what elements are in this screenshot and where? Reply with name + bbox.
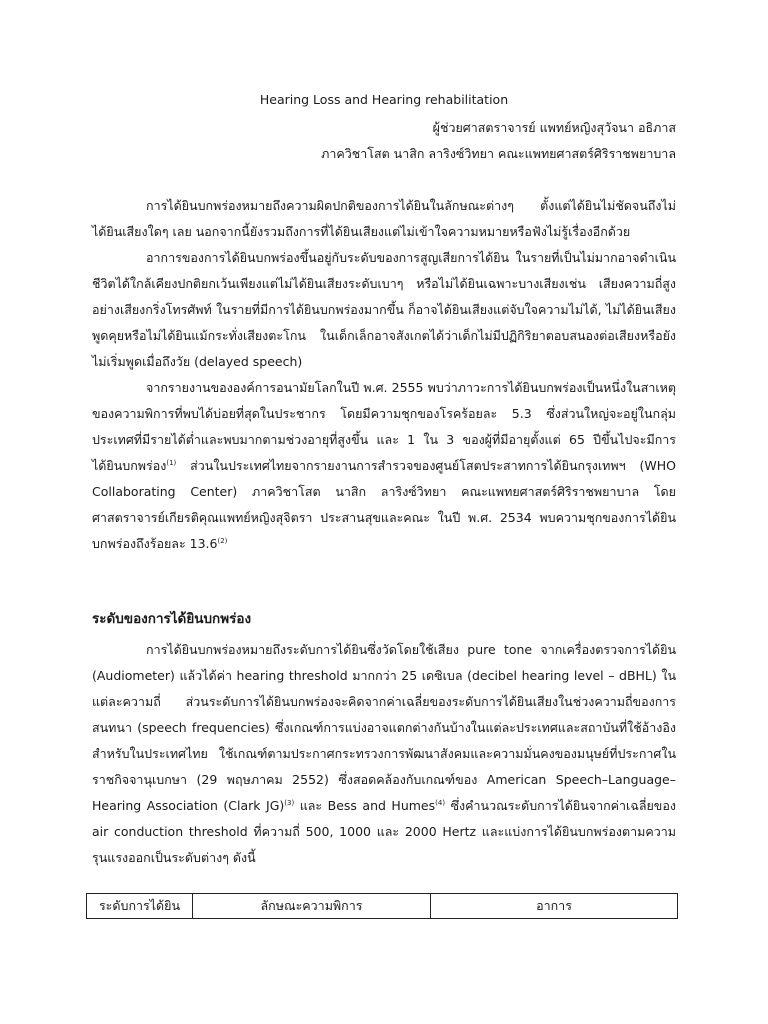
levels-text-b: และ Bess and Humes: [294, 798, 436, 813]
reference-3: (3): [284, 798, 295, 807]
paragraph-prevalence: [92, 375, 676, 557]
levels-text-c: ซึ่งคำนวณระดับการได้ยินจากค่าเฉลี่ยของ air conduction threshold ที่ความถี่ 500, 1000 และ 2000 Hertz และแบ่งการได้ยินบกพร่องตามความรุนแรงออกเป็นระดับต่างๆ ดังนี้: [92, 798, 676, 865]
prevalence-text-a: จากรายงานขององค์การอนามัยโลกในปี พ.ศ. 2555 พบว่าภาวะการได้ยินบกพร่องเป็นหนึ่งในสาเหตุของความพิการที่พบได้บ่อยที่สุดในประชากร โดยมีความชุกของโรคร้อยละ 5.3 ซึ่งส่วนใหญ่จะอยู่ในกลุ่มประเทศที่มีรายได้ต่ำและพบมากตามช่วงอายุที่สูงขึ้น และ 1 ใน 3 ของผู้ที่มีอายุตั้งแต่ 65 ปีขึ้นไปจะมีการได้ยินบกพร่อง: [92, 380, 676, 473]
prevalence-text-b: ส่วนในประเทศไทยจากรายงานการสำรวจของศูนย์โสตประสาทการได้ยินกรุงเทพฯ (WHO Collaborating Center) ภาควิชาโสต นาสิก ลาริงซ์วิทยา คณะแพทยศาสตร์ศิริราชพยาบาล โดยศาสตราจารย์เกียรติคุณแพทย์หญิงสุจิตรา ประสานสุขและคณะ ในปี พ.ศ. 2534 พบความชุกของการได้ยินบกพร่องถึงร้อยละ 13.6: [92, 458, 676, 551]
table-header-symptoms: อาการ: [431, 894, 678, 919]
paragraph-definition: การได้ยินบกพร่องหมายถึงความผิดปกติของการได้ยินในลักษณะต่างๆ ตั้งแต่ได้ยินไม่ชัดจนถึงไม่ได้ยินเสียงใดๆ เลย นอกจากนี้ยังรวมถึงการที่ได้ยินเสียงแต่ไม่เข้าใจความหมายหรือฟังไม่รู้เรื่องอีกด้วย: [92, 198, 676, 239]
hearing-levels-table: [86, 893, 678, 919]
levels-text-a: การได้ยินบกพร่องหมายถึงระดับการได้ยินซึ่งวัดโดยใช้เสียง pure tone จากเครื่องตรวจการได้ยิน (Audiometer) แล้วได้ค่า hearing threshold มากกว่า 25 เดซิเบล (decibel hearing level – dBHL) ในแต่ละความถี่ ส่วนระดับการได้ยินบกพร่องจะคิดจากค่าเฉลี่ยของระดับการได้ยินเสียงในช่วงความถี่ของการสนทนา (speech frequencies) ซึ่งเกณฑ์การแบ่งอาจแตกต่างกันบ้างในแต่ละประเทศและสถาบันที่ใช้อ้างอิง สำหรับในประเทศไทย ใช้เกณฑ์ตามประกาศกระทรวงการพัฒนาสังคมและความมั่นคงของมนุษย์ที่ประกาศในราชกิจจานุเบกษา (29 พฤษภาคม 2552) ซึ่งสอดคล้องกับเกณฑ์ของ American Speech–Language–Hearing Association (Clark JG): [92, 642, 676, 813]
reference-4: (4): [435, 798, 446, 807]
author-line: ผู้ช่วยศาสตราจารย์ แพทย์หญิงสุวัจนา อธิภาส: [432, 120, 676, 135]
paragraph-symptoms: อาการของการได้ยินบกพร่องขึ้นอยู่กับระดับของการสูญเสียการได้ยิน ในรายที่เป็นไม่มากอาจดำเนินชีวิตได้ใกล้เคียงปกติยกเว้นเพียงแต่ไม่ได้ยินเสียงระดับเบาๆ หรือไม่ได้ยินเฉพาะบางเสียงเช่น เสียงความถี่สูงอย่างเสียงกริ่งโทรศัพท์ ในรายที่มีการได้ยินบกพร่องมากขึ้น ก็อาจได้ยินเสียงแต่จับใจความไม่ได้, ไม่ได้ยินเสียงพูดคุยหรือไม่ได้ยินแม้กระทั่งเสียงตะโกน ในเด็กเล็กอาจสังเกตได้ว่าเด็กไม่มีปฏิกิริยาตอบสนองต่อเสียงหรือยังไม่เริ่มพูดเมื่อถึงวัย (delayed speech): [92, 250, 676, 369]
table-header-level: ระดับการได้ยิน: [87, 894, 193, 919]
reference-2: (2): [217, 536, 228, 545]
levels-section: [92, 637, 676, 871]
intro-section: [92, 193, 676, 557]
table-header-row: [87, 894, 678, 919]
reference-1: (1): [166, 458, 177, 467]
table-header-disability: ลักษณะความพิการ: [193, 894, 431, 919]
document-title: Hearing Loss and Hearing rehabilitation: [259, 92, 509, 107]
paragraph-levels: [92, 637, 676, 871]
department-line: ภาควิชาโสต นาสิก ลาริงซ์วิทยา คณะแพทยศาสตร์ศิริราชพยาบาล: [321, 146, 676, 161]
section-heading: ระดับของการได้ยินบกพร่อง: [92, 611, 252, 627]
